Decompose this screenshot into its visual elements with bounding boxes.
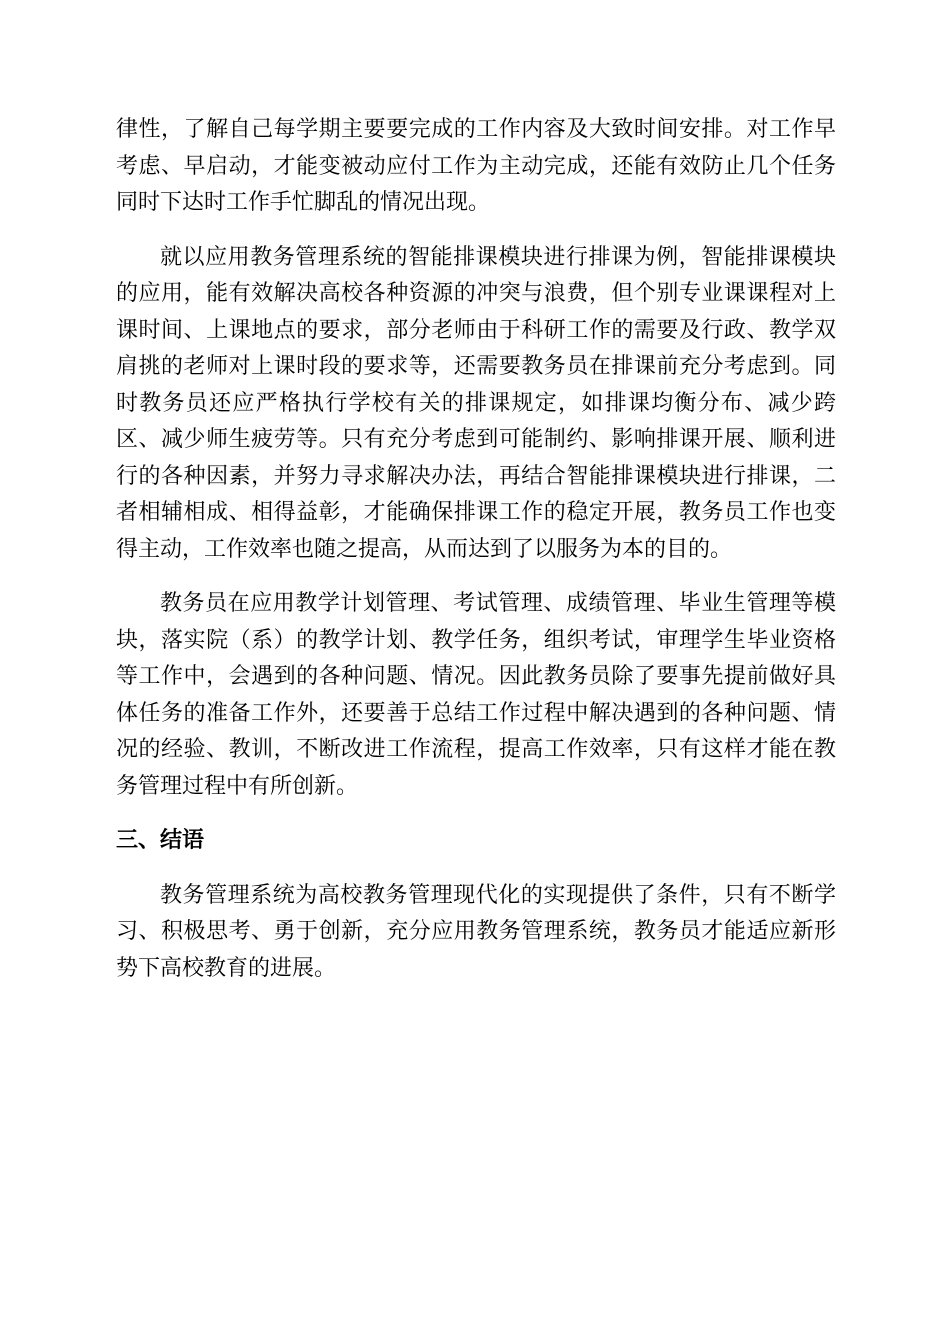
paragraph-conclusion: 教务管理系统为高校教务管理现代化的实现提供了条件，只有不断学习、积极思考、勇于创新，充分应用教务管理系统，教务员才能适应新形势下高校教育的进展。 xyxy=(116,882,836,981)
paragraph-innovation: 教务员在应用教学计划管理、考试管理、成绩管理、毕业生管理等模块，落实院（系）的教学计划、教学任务，组织考试，审理学生毕业资格等工作中，会遇到的各种问题、情况。因此教务员除了要事先提前做好具体任务的准备工作外，还要善于总结工作过程中解决遇到的各种问题、情况的经验、教训，不断改进工作流程，提高工作效率，只有这样才能在教务管理过程中有所创新。 xyxy=(116,591,836,799)
paragraph-continued: 律性，了解自己每学期主要要完成的工作内容及大致时间安排。对工作早考虑、早启动，才能变被动应付工作为主动完成，还能有效防止几个任务同时下达时工作手忙脚乱的情况出现。 xyxy=(116,117,836,215)
document-body xyxy=(116,112,836,987)
section-heading-conclusion: 三、结语 xyxy=(116,828,205,853)
paragraph-scheduling-example: 就以应用教务管理系统的智能排课模块进行排课为例，智能排课模块的应用，能有效解决高校各种资源的冲突与浪费，但个别专业课课程对上课时间、上课地点的要求，部分老师由于科研工作的需要及行政、教学双肩挑的老师对上课时段的要求等，还需要教务员在排课前充分考虑到。同时教务员还应严格执行学校有关的排课规定，如排课均衡分布、减少跨区、减少师生疲劳等。只有充分考虑到可能制约、影响排课开展、顺利进行的各种因素，并努力寻求解决办法，再结合智能排课模块进行排课，二者相辅相成、相得益彰，才能确保排课工作的稳定开展，教务员工作也变得主动，工作效率也随之提高，从而达到了以服务为本的目的。 xyxy=(116,244,836,562)
